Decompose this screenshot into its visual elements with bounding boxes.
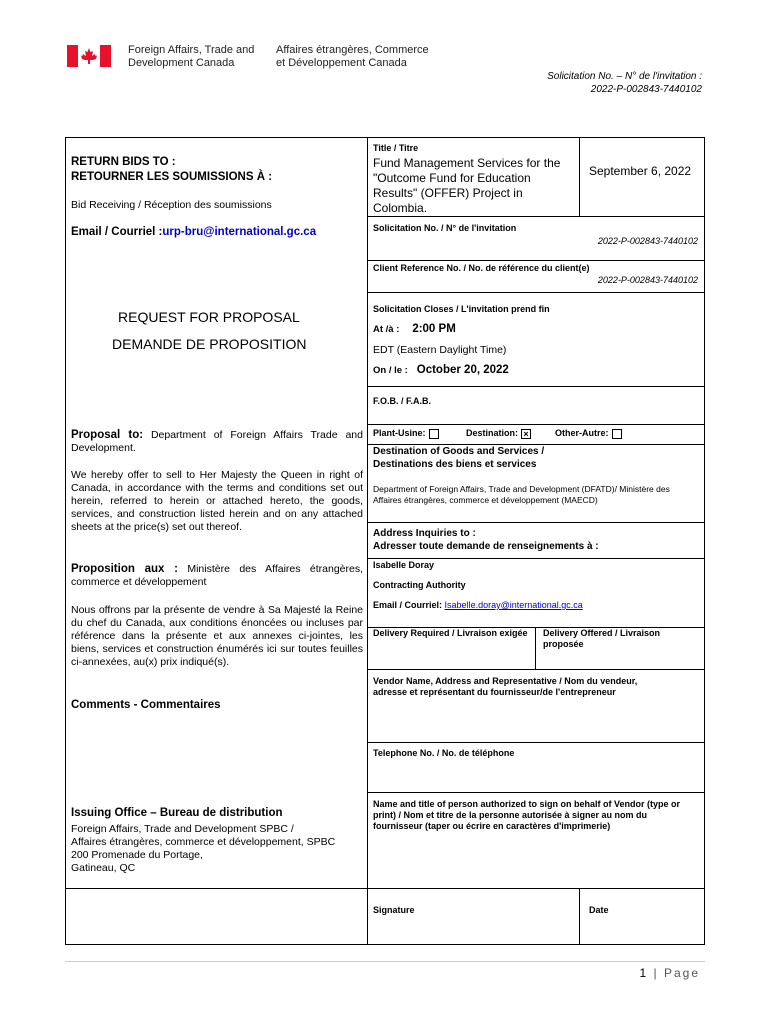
title-value: Fund Management Services for the "Outcome Fund for Education Results" (OFFER) Project in Colombia. (373, 156, 561, 215)
department-name-fr: Affaires étrangères, Commerce et Développement Canada (276, 44, 429, 69)
destination-checkbox[interactable]: × (521, 429, 531, 439)
client-ref-label: Client Reference No. / No. de référence du client(e) (373, 263, 590, 273)
vendor-field: Vendor Name, Address and Representative / Nom du vendeur, adresse et représentant du fournisseur/de l'entrepreneur (373, 676, 638, 697)
solicitation-label: Solicitation No. / N° de l'invitation (373, 223, 517, 233)
proposition-aux: Proposition aux : Ministère des Affaires étrangères, commerce et développement (71, 563, 364, 588)
bid-receiving: Bid Receiving / Réception des soumissions (71, 199, 272, 211)
contact-name: Isabelle Doray (373, 560, 435, 570)
client-ref-value: 2022-P-002843-7440102 (597, 275, 698, 285)
return-email-link[interactable]: urp-bru@international.gc.ca (162, 226, 317, 238)
delivery-offered: Delivery Offered / Livraison proposée (543, 628, 661, 649)
issue-date: September 6, 2022 (589, 164, 692, 178)
rfp-title-en: REQUEST FOR PROPOSAL (118, 309, 300, 325)
comments-heading: Comments - Commentaires (71, 699, 221, 711)
timezone: EDT (Eastern Daylight Time) (373, 344, 507, 356)
fob-label: F.O.B. / F.A.B. (373, 396, 432, 406)
destination-goods-heading: Destination of Goods and Services / Destinations des biens et services (373, 446, 545, 470)
proposal-to: Proposal to: Department of Foreign Affairs Trade and Development. (71, 429, 363, 454)
page-number: 1 | Page (639, 966, 700, 980)
delivery-required: Delivery Required / Livraison exigée (373, 628, 528, 638)
closes-date: On / le : October 20, 2022 (373, 364, 509, 376)
closes-label: Solicitation Closes / L'invitation prend fin (373, 304, 550, 314)
footer-divider (65, 961, 705, 962)
issuing-office-heading: Issuing Office – Bureau de distribution (71, 807, 283, 819)
destination-checkbox-row: Destination: × (466, 428, 531, 439)
contact-email-link[interactable]: Isabelle.doray@international.gc.ca (444, 600, 583, 610)
offer-text-fr: Nous offrons par la présente de vendre à Sa Majesté la Reine du chef du Canada, aux conditions énoncées ou incluses par référence dans la présente et aux annexes ci-jointes, les biens, services et construction énumérés ici sur toutes feuilles ci-annexées, au(x) prix indiqué(s). (71, 604, 363, 668)
closes-time: At /à : 2:00 PM (373, 323, 456, 335)
rfp-title-fr: DEMANDE DE PROPOSITION (112, 336, 307, 352)
return-bids-heading: RETURN BIDS TO : RETOURNER LES SOUMISSIONS À : (71, 156, 273, 183)
contact-email-row: Email / Courriel: Isabelle.doray@international.gc.ca (373, 600, 583, 610)
signature-field: Signature (373, 905, 415, 915)
department-name-en: Foreign Affairs, Trade and Development Canada (128, 44, 255, 69)
issuing-office-address: Foreign Affairs, Trade and Development SPBC / Affaires étrangères, commerce et développement, SPBC 200 Promenade du Portage, Gatineau, QC (71, 823, 336, 874)
plant-checkbox-row: Plant-Usine: (373, 428, 439, 439)
other-checkbox[interactable] (612, 429, 622, 439)
telephone-field: Telephone No. / No. de téléphone (373, 748, 515, 758)
authorized-person-field: Name and title of person authorized to sign on behalf of Vendor (type or print) / Nom et titre de la personne autorisée à signer au nom du fournisseur (taper ou écrire en caractères d'imprimerie) (373, 799, 681, 831)
canada-flag-icon (67, 45, 111, 67)
plant-checkbox[interactable] (429, 429, 439, 439)
date-field: Date (589, 905, 609, 915)
header-solicitation: Solicitation No. – N° de l'invitation : 2022-P-002843-7440102 (547, 71, 702, 95)
contracting-authority: Contracting Authority (373, 580, 466, 590)
return-email: Email / Courriel :urp-bru@international.gc.ca (71, 226, 317, 238)
title-label: Title / Titre (373, 143, 419, 153)
offer-text-en: We hereby offer to sell to Her Majesty the Queen in right of Canada, in accordance with the terms and conditions set out herein, referred to herein or attached hereto, the goods, services, and construction listed herein and on any attached sheets at the price(s) set out thereof. (71, 469, 363, 533)
inquiries-heading: Address Inquiries to : Adresser toute demande de renseignements à : (373, 528, 599, 552)
other-checkbox-row: Other-Autre: (555, 428, 622, 439)
solicitation-value: 2022-P-002843-7440102 (597, 236, 698, 246)
destination-goods-value: Department of Foreign Affairs, Trade and Development (DFATD)/ Ministère des Affaires étrangères, commerce et développement (MAECD) (373, 484, 670, 505)
